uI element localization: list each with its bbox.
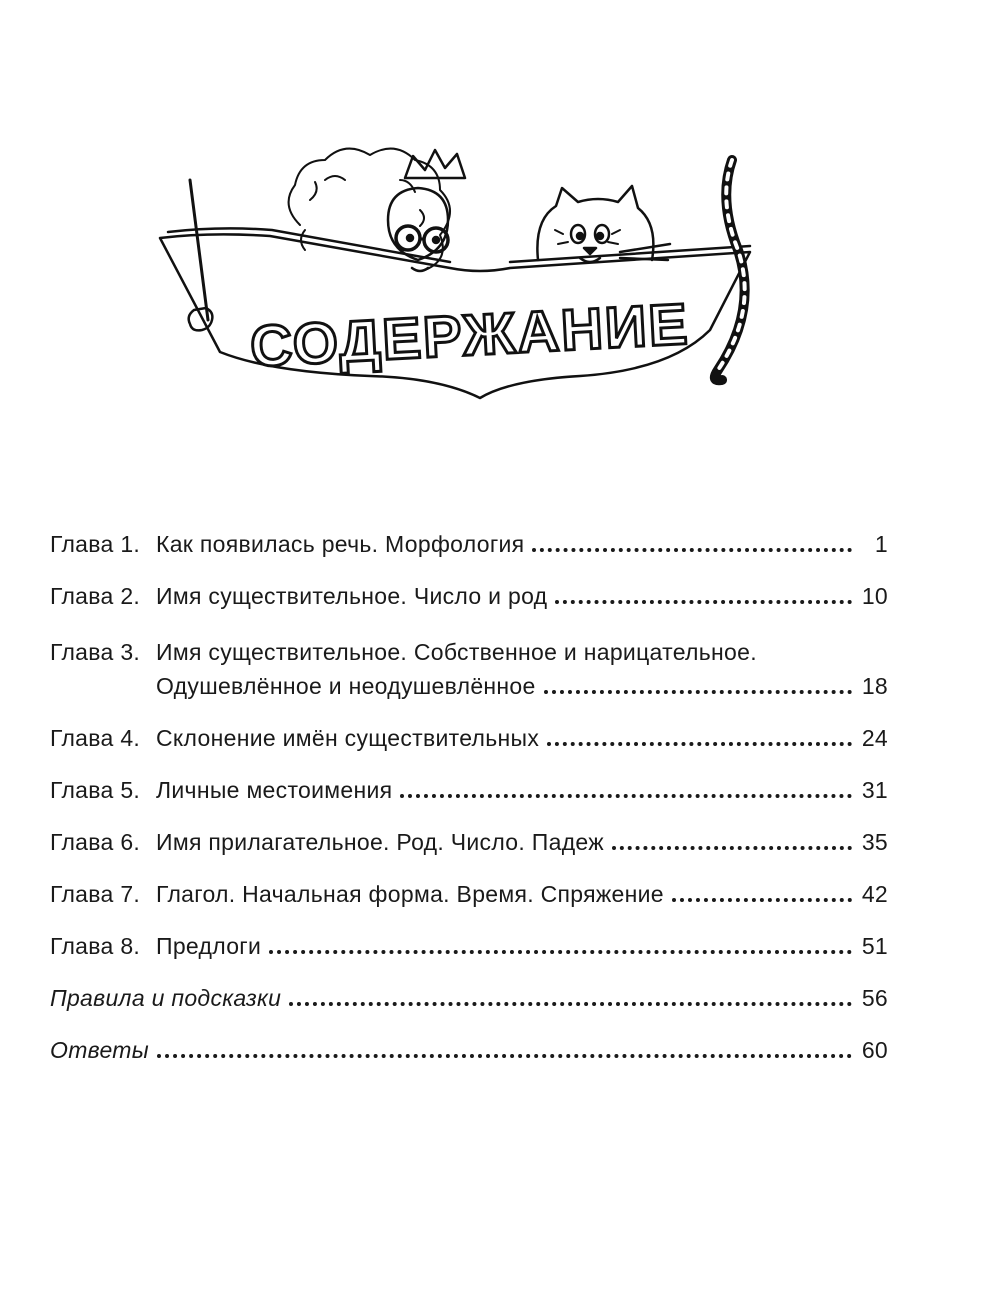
toc-chapter-number: Глава 1. bbox=[50, 531, 141, 557]
toc-page-number: 24 bbox=[861, 725, 888, 751]
toc-leader-dots bbox=[269, 950, 852, 954]
toc-entry-chapter-4[interactable] bbox=[50, 700, 888, 752]
toc-section-title: Правила и подсказки bbox=[50, 985, 282, 1011]
toc-entry-chapter-2[interactable] bbox=[50, 558, 888, 610]
toc-leader-dots bbox=[672, 898, 852, 902]
toc-page-number: 35 bbox=[861, 829, 888, 855]
toc-chapter-title: Личные местоимения bbox=[156, 777, 393, 803]
toc-leader-dots bbox=[532, 548, 852, 552]
toc-entry-chapter-3-continued[interactable] bbox=[50, 666, 888, 700]
toc-chapter-number: Глава 6. bbox=[50, 829, 141, 855]
toc-chapter-number: Глава 3. bbox=[50, 639, 141, 665]
table-of-contents bbox=[50, 506, 888, 1064]
contents-title: СОДЕРЖАНИЕ bbox=[248, 291, 691, 380]
toc-entry-chapter-1[interactable] bbox=[50, 506, 888, 558]
toc-entry-chapter-3[interactable] bbox=[50, 610, 888, 666]
toc-entry-chapter-5[interactable] bbox=[50, 752, 888, 804]
toc-page-number: 60 bbox=[861, 1037, 888, 1063]
toc-leader-dots bbox=[157, 1054, 852, 1058]
toc-entry-chapter-8[interactable] bbox=[50, 908, 888, 960]
girl-icon bbox=[289, 149, 465, 271]
toc-entry-answers[interactable] bbox=[50, 1012, 888, 1064]
toc-chapter-title: Имя существительное. Число и род bbox=[156, 583, 548, 609]
toc-chapter-title: Предлоги bbox=[156, 933, 262, 959]
toc-chapter-number: Глава 8. bbox=[50, 933, 141, 959]
toc-section-title: Ответы bbox=[50, 1037, 149, 1063]
toc-chapter-title: Склонение имён существительных bbox=[156, 725, 540, 751]
toc-entry-chapter-7[interactable] bbox=[50, 856, 888, 908]
toc-page-number: 10 bbox=[861, 583, 888, 609]
toc-leader-dots bbox=[400, 794, 852, 798]
toc-chapter-title: Глагол. Начальная форма. Время. Спряжение bbox=[156, 881, 664, 907]
toc-entry-rules-and-hints[interactable] bbox=[50, 960, 888, 1012]
toc-page-number: 51 bbox=[861, 933, 888, 959]
toc-leader-dots bbox=[547, 742, 852, 746]
toc-leader-dots bbox=[612, 846, 852, 850]
toc-leader-dots bbox=[555, 600, 852, 604]
toc-chapter-title: Имя прилагательное. Род. Число. Падеж bbox=[156, 829, 604, 855]
toc-chapter-number: Глава 5. bbox=[50, 777, 141, 803]
toc-chapter-title: Как появилась речь. Морфология bbox=[156, 531, 525, 557]
toc-chapter-number: Глава 4. bbox=[50, 725, 141, 751]
toc-chapter-number: Глава 7. bbox=[50, 881, 141, 907]
toc-leader-dots bbox=[544, 690, 852, 694]
contents-header-illustration bbox=[150, 140, 790, 410]
toc-entry-chapter-6[interactable] bbox=[50, 804, 888, 856]
toc-page-number: 56 bbox=[861, 985, 888, 1011]
toc-page-number: 42 bbox=[861, 881, 888, 907]
toc-chapter-title-continued: Одушевлённое и неодушевлённое bbox=[156, 673, 536, 699]
toc-chapter-title: Имя существительное. Собственное и нарицательное. bbox=[156, 639, 757, 665]
toc-page-number: 1 bbox=[874, 531, 888, 557]
toc-leader-dots bbox=[289, 1002, 852, 1006]
toc-page-number: 31 bbox=[861, 777, 888, 803]
toc-chapter-number: Глава 2. bbox=[50, 583, 141, 609]
toc-page-number: 18 bbox=[861, 673, 888, 699]
